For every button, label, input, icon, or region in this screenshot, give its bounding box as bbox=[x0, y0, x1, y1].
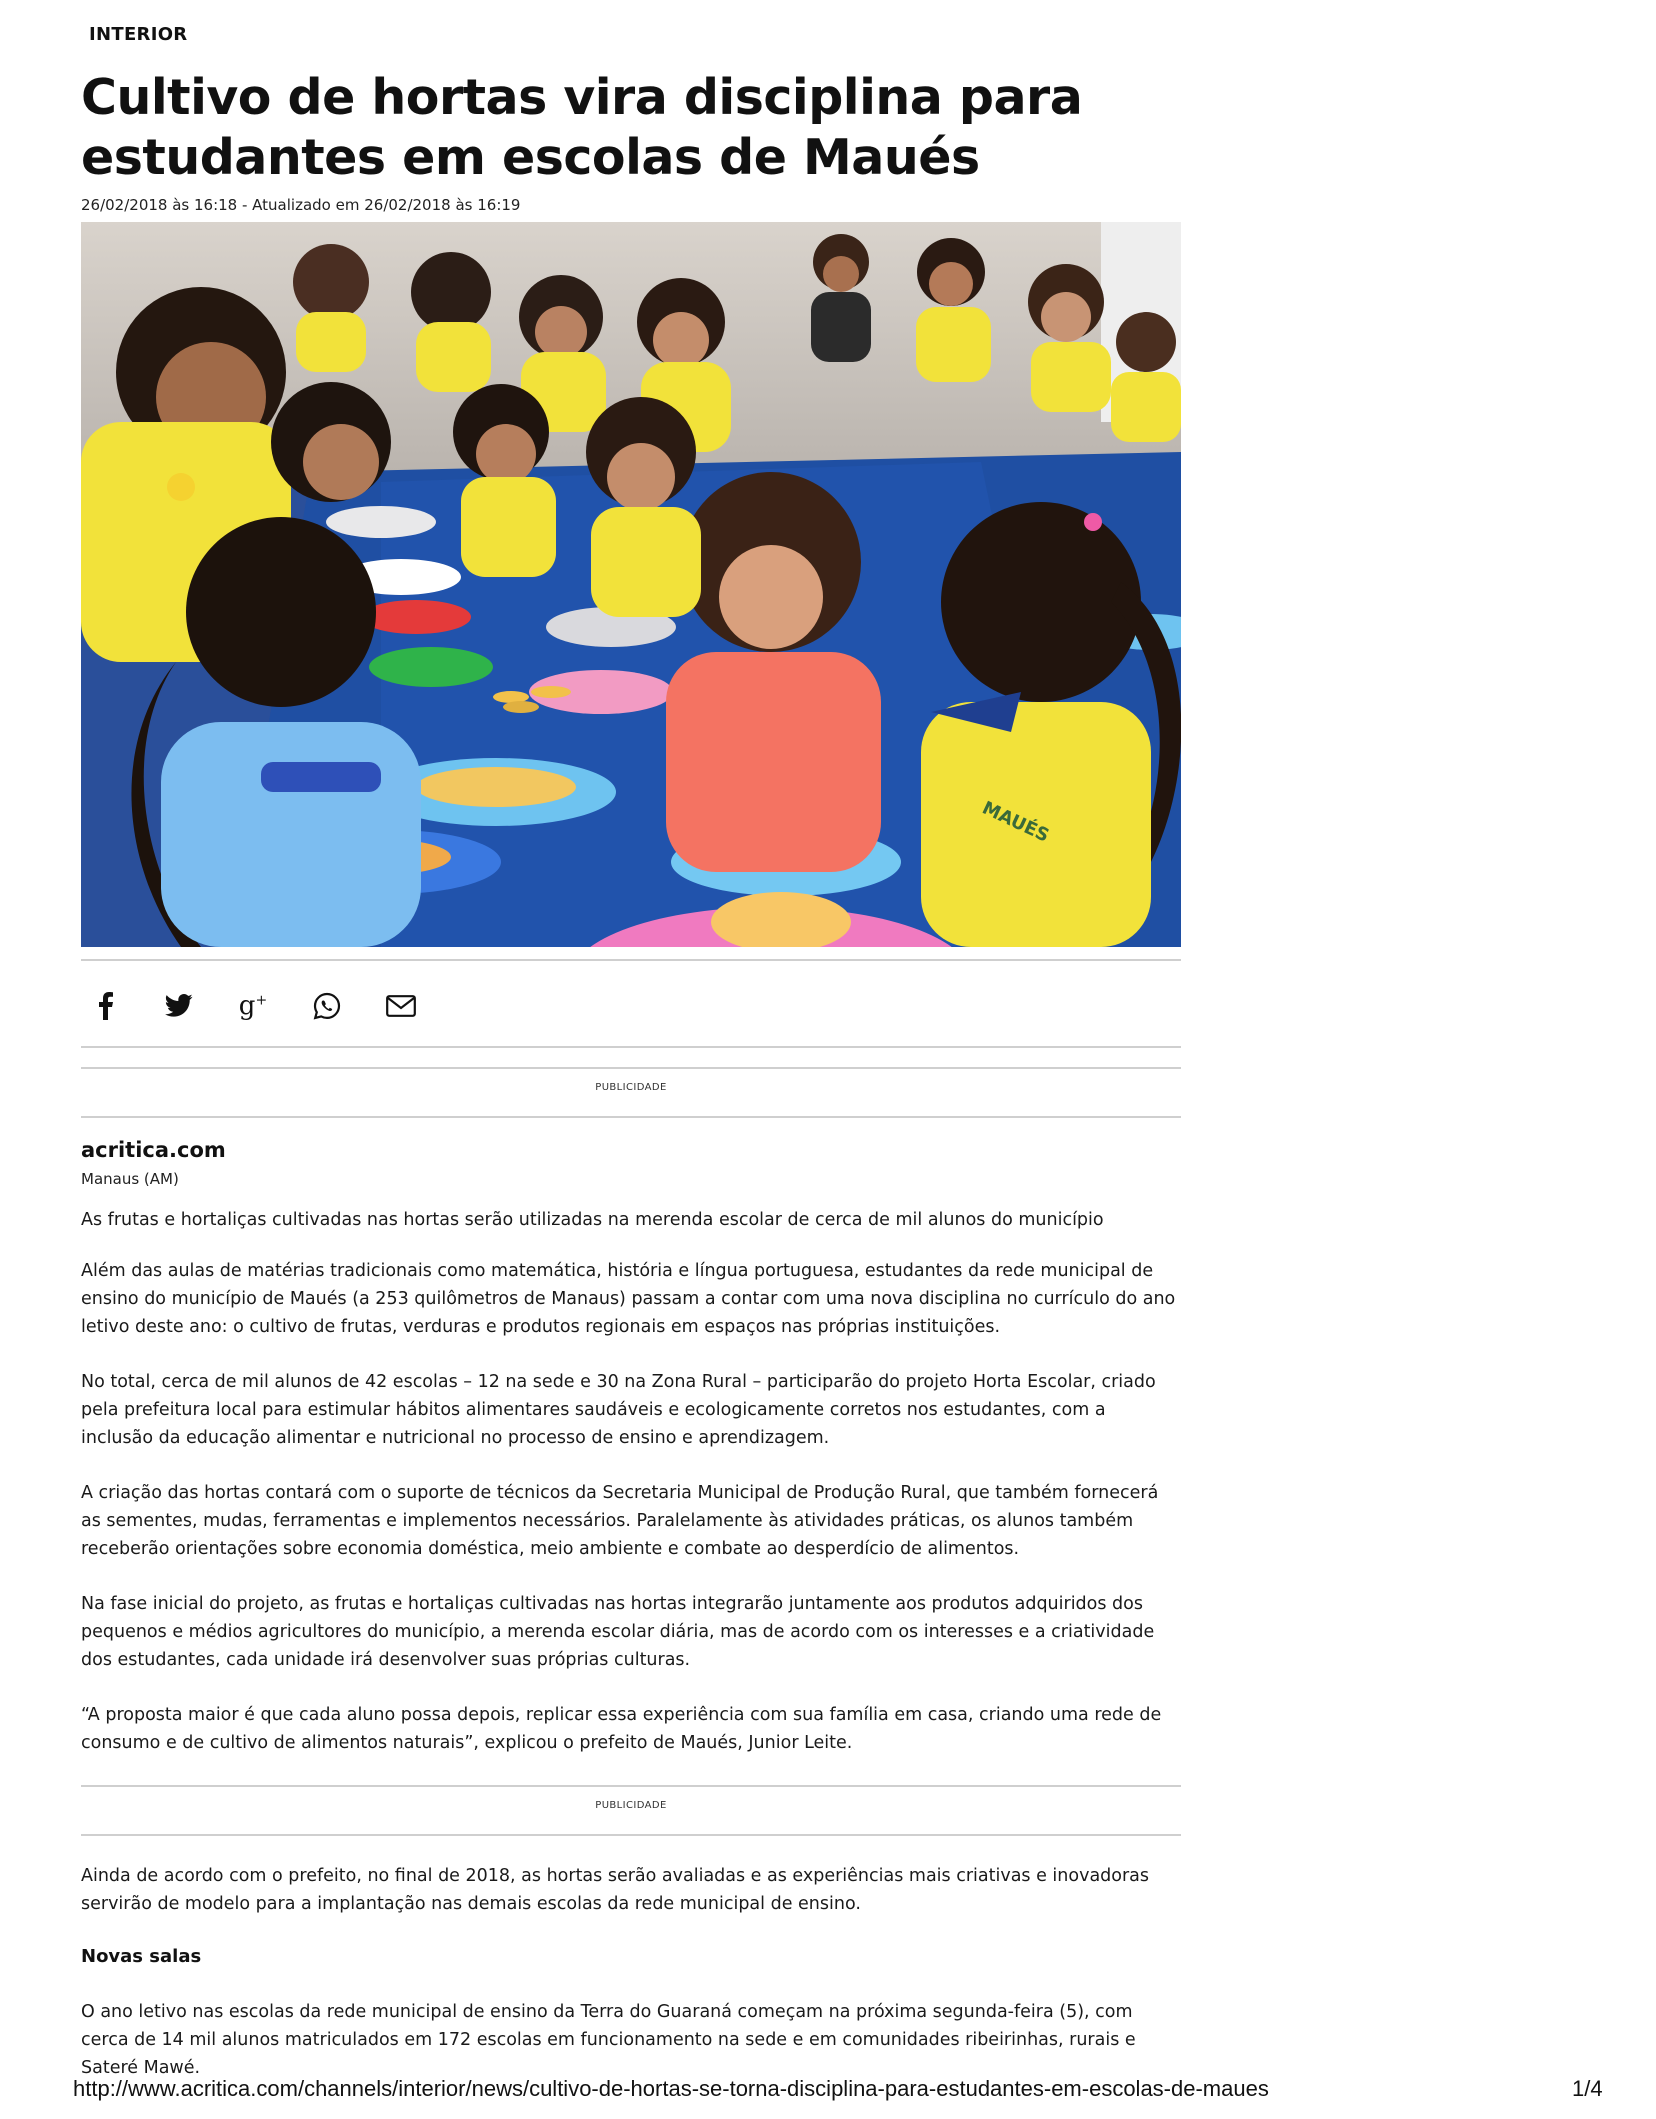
twitter-share-button[interactable] bbox=[159, 986, 199, 1026]
ad-bottom-rule bbox=[81, 1834, 1181, 1836]
shirt-print: MAUÉS bbox=[978, 797, 1053, 847]
email-icon bbox=[386, 995, 416, 1017]
article-location: Manaus (AM) bbox=[81, 1170, 179, 1188]
headline-line-1: Cultivo de hortas vira disciplina para bbox=[81, 69, 1083, 126]
article-paragraph: A criação das hortas contará com o suporte de técnicos da Secretaria Municipal de Produção Rural, que também fornecerá as sementes, mudas, ferramentas e implementos necessários. Paralelamente às atividades práticas, os alunos também receberão orientações sobre economia doméstica, meio ambiente e combate ao desperdício de alimentos. bbox=[81, 1483, 1159, 1559]
google-plus-icon: g+ bbox=[238, 991, 268, 1021]
ad-label: PUBLICIDADE bbox=[595, 1082, 667, 1093]
ad-top-rule bbox=[81, 1785, 1181, 1787]
article-source: acritica.com bbox=[81, 1138, 226, 1162]
ad-label: PUBLICIDADE bbox=[595, 1800, 667, 1811]
print-footer-url[interactable]: http://www.acritica.com/channels/interior/news/cultivo-de-hortas-se-torna-disciplina-para-estudantes-em-escolas-de-maues bbox=[73, 2076, 1269, 2101]
article-subheading: Novas salas bbox=[81, 1946, 202, 1967]
article-dateline: 26/02/2018 às 16:18 - Atualizado em 26/02/2018 às 16:19 bbox=[81, 196, 521, 214]
whatsapp-icon bbox=[313, 992, 341, 1020]
divider bbox=[81, 959, 1181, 961]
article-paragraph: Além das aulas de matérias tradicionais como matemática, história e língua portuguesa, estudantes da rede municipal de ensino do município de Maués (a 253 quilômetros de Manaus) passam a contar com uma nova disciplina no currículo do ano letivo deste ano: o cultivo de frutas, verduras e produtos regionais em espaços nas próprias instituições. bbox=[81, 1261, 1176, 1337]
section-label[interactable]: INTERIOR bbox=[89, 24, 188, 45]
print-page-number: 1/4 bbox=[1572, 2076, 1603, 2101]
facebook-share-button[interactable] bbox=[85, 986, 125, 1026]
article-photo bbox=[81, 222, 1181, 947]
headline-line-2: estudantes em escolas de Maués bbox=[81, 129, 980, 186]
google-plus-share-button[interactable] bbox=[233, 986, 273, 1026]
email-share-button[interactable] bbox=[381, 986, 421, 1026]
article-paragraph: O ano letivo nas escolas da rede municipal de ensino da Terra do Guaraná começam na próxima segunda-feira (5), com cerca de 14 mil alunos matriculados em 172 escolas em funcionamento na sede e em comunidades ribeirinhas, rurais e Sateré Mawé. bbox=[81, 2002, 1136, 2078]
ad-top-rule bbox=[81, 1067, 1181, 1069]
article-paragraph: Na fase inicial do projeto, as frutas e hortaliças cultivadas nas hortas integrarão juntamente aos produtos adquiridos dos pequenos e médios agricultores do município, a merenda escolar diária, mas de acordo com os interesses e a criatividade dos estudantes, cada unidade irá desenvolver suas próprias culturas. bbox=[81, 1594, 1155, 1670]
article-headline bbox=[81, 68, 1141, 188]
children-eating-photo bbox=[81, 222, 1181, 947]
article-quote-paragraph: “A proposta maior é que cada aluno possa depois, replicar essa experiência com sua família em casa, criando uma rede de consumo e de cultivo de alimentos naturais”, explicou o prefeito de Maués, Junior Leite. bbox=[81, 1705, 1162, 1753]
article-lead: As frutas e hortaliças cultivadas nas hortas serão utilizadas na merenda escolar de cerca de mil alunos do município bbox=[81, 1210, 1104, 1230]
facebook-icon bbox=[95, 992, 115, 1020]
whatsapp-share-button[interactable] bbox=[307, 986, 347, 1026]
twitter-icon bbox=[165, 994, 193, 1018]
ad-bottom-rule bbox=[81, 1116, 1181, 1118]
share-bar bbox=[81, 962, 1181, 1046]
divider bbox=[81, 1046, 1181, 1048]
article-paragraph: No total, cerca de mil alunos de 42 escolas – 12 na sede e 30 na Zona Rural – participarão do projeto Horta Escolar, criado pela prefeitura local para estimular hábitos alimentares saudáveis e ecologicamente corretos nos estudantes, com a inclusão da educação alimentar e nutricional no processo de ensino e aprendizagem. bbox=[81, 1372, 1156, 1448]
article-paragraph: Ainda de acordo com o prefeito, no final de 2018, as hortas serão avaliadas e as experiências mais criativas e inovadoras servirão de modelo para a implantação nas demais escolas da rede municipal de ensino. bbox=[81, 1866, 1150, 1914]
